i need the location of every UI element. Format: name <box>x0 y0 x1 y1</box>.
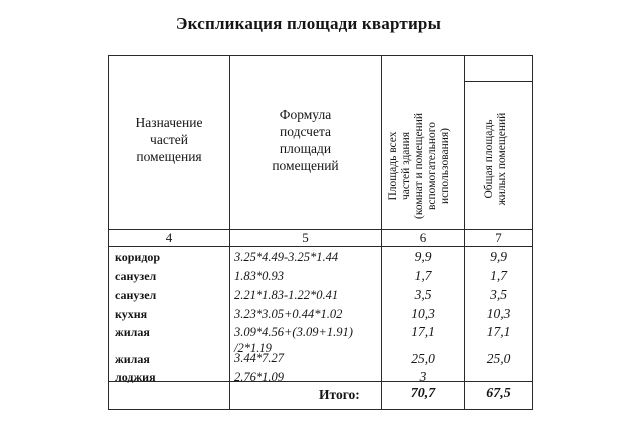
room-name: лоджия <box>115 370 156 384</box>
room-area-all: 25,0 <box>411 351 435 366</box>
header-formula-line: площади <box>279 141 332 156</box>
room-area-all: 17,1 <box>411 324 435 339</box>
col-number-7: 7 <box>495 230 502 245</box>
header-area-all-line: Площадь всех <box>387 131 399 201</box>
col-number-5: 5 <box>302 230 309 245</box>
room-area-living: 3,5 <box>490 287 507 302</box>
header-formula-line: подсчета <box>279 124 331 139</box>
header-area-living-line: жилых помещений <box>496 112 508 206</box>
room-area-living: 1,7 <box>490 268 507 283</box>
room-formula: 3.23*3.05+0.44*1.02 <box>234 307 343 321</box>
room-area-all: 9,9 <box>414 249 432 264</box>
col7-top-line <box>464 81 532 82</box>
room-area-all: 3 <box>419 369 427 384</box>
header-purpose-line: Назначение <box>135 115 203 130</box>
numbers-bottom-line <box>109 246 532 247</box>
header-area-all <box>387 86 459 246</box>
header-area-all-line: вспомогательного <box>426 122 438 210</box>
room-name: коридор <box>115 250 161 264</box>
header-area-all-line: (комнат и помещений <box>413 112 425 220</box>
header-area-all-line: частей здания <box>400 131 412 201</box>
room-formula: 2.21*1.83-1.22*0.41 <box>234 288 339 302</box>
room-area-all: 10,3 <box>411 306 435 321</box>
room-area-living: 25,0 <box>486 351 511 366</box>
header-purpose-line: частей <box>150 132 188 147</box>
room-name: санузел <box>115 288 157 302</box>
room-area-all: 3,5 <box>414 287 432 302</box>
total-area-all: 70,7 <box>410 386 436 401</box>
col-number-4: 4 <box>165 230 173 245</box>
room-area-living: 10,3 <box>486 306 511 321</box>
header-formula-line: помещений <box>272 158 339 173</box>
header-area-all-line: использования) <box>439 127 451 205</box>
room-name: жилая <box>115 352 150 366</box>
explication-table <box>108 55 533 410</box>
room-formula-continued: /2*1.19 <box>234 341 272 355</box>
room-name: жилая <box>115 325 150 339</box>
col-number-6: 6 <box>419 230 427 245</box>
room-area-all: 1,7 <box>414 268 432 283</box>
header-formula <box>230 106 381 174</box>
total-label: Итого: <box>319 387 360 402</box>
room-formula: 3.25*4.49-3.25*1.44 <box>234 250 339 264</box>
room-name: кухня <box>115 307 148 321</box>
header-purpose <box>109 114 229 165</box>
header-area-living-line: Общая площадь <box>483 119 495 199</box>
header-area-living <box>483 90 513 228</box>
total-top-line <box>109 381 532 382</box>
room-formula: 3.09*4.56+(3.09+1.91) <box>234 325 353 339</box>
header-formula-line: Формула <box>279 107 332 122</box>
total-area-living: 67,5 <box>486 386 511 401</box>
room-formula: 2.76*1.09 <box>234 370 284 384</box>
header-purpose-line: помещения <box>136 149 202 164</box>
room-formula: 1.83*0.93 <box>234 269 284 283</box>
room-area-living: 9,9 <box>490 249 507 264</box>
page-title: Экспликация площади квартиры <box>175 14 442 33</box>
room-formula: 3.44*7.27 <box>234 351 284 365</box>
room-name: санузел <box>115 269 157 283</box>
room-area-living: 17,1 <box>486 324 511 339</box>
